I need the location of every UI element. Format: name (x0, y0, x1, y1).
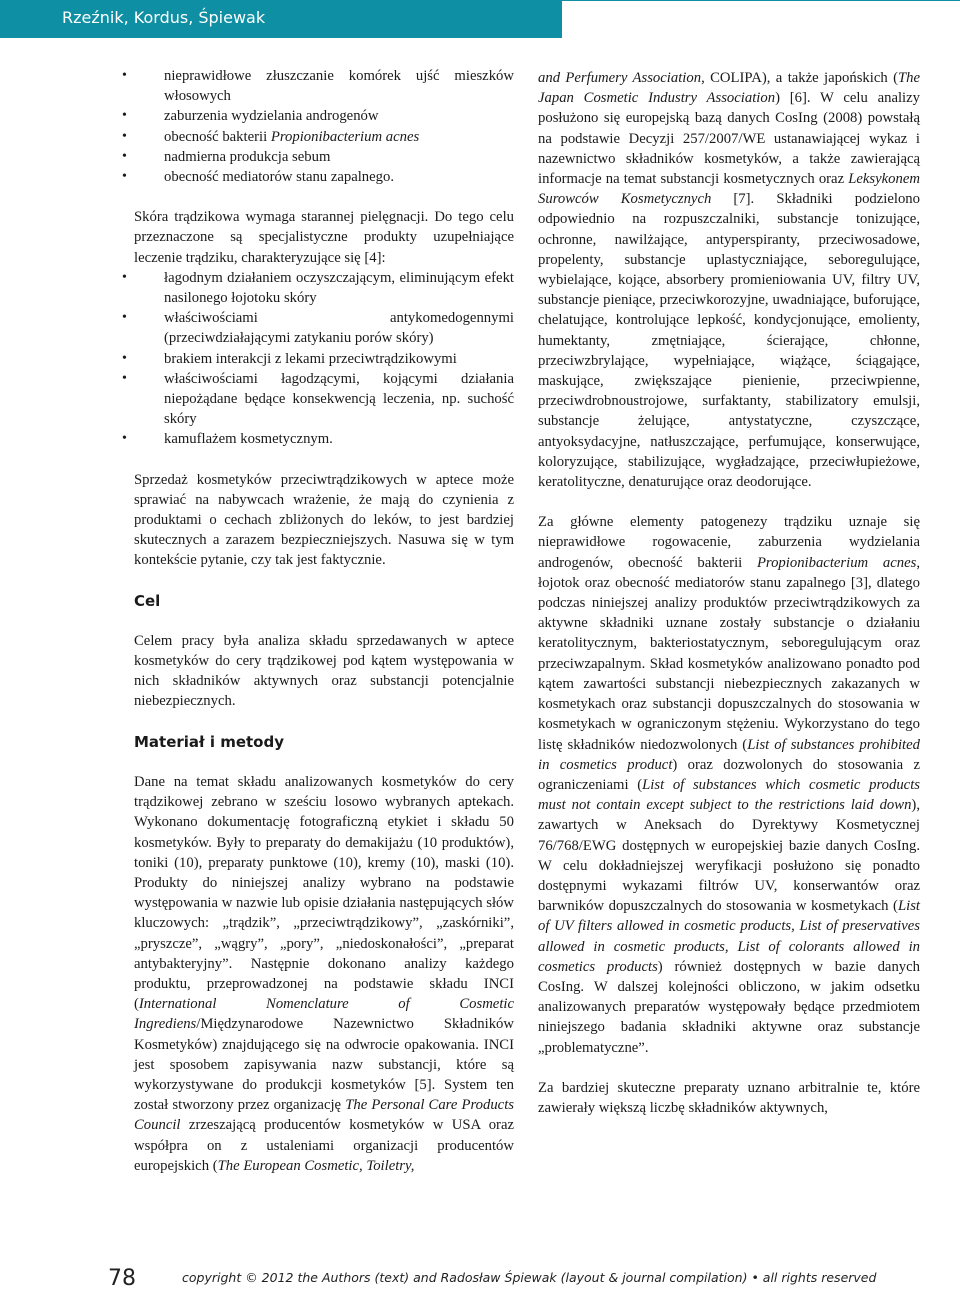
text-run: , COLIPA), a także japońskich ( (701, 70, 898, 86)
text-run: /Międzynarodowe Nazewnictwo Składników Kosmetyków) znajdującego się na odwrocie opakowania. INCI jest sposobem zapisywania nazw substancji, które są wykorzystywane do produkcji kosmetyków [5]. System ten został stworzony przez organizację (134, 1016, 514, 1114)
page-number: 78 (108, 1266, 136, 1291)
list-item: • zaburzenia wydzielania androgenów (134, 106, 514, 126)
list-item-text: obecność bakterii (164, 128, 271, 145)
text-run-italic: List of substances which cosmetic products must not contain except subject to the restrictions laid down (538, 776, 920, 814)
bullet-list-features (134, 268, 514, 450)
text-run: [7]. Składniki podzielono odpowiednio na rozpuszczalniki, substancje tonizujące, ochronne, nawilżające, antyperspiranty, przeciwosadowe, propelenty, substancje uplastyczniające, seboregulujące, wybielające, kojące, absorbery promieniowania UV, filtry UV, substancje pieniące, przeciwkorozyjne, uwadniające, buforujące, chelatujące, kontrolujące lepkość, kondycjonujące, emolienty, humektanty, zmętniające, ścierające, chłonne, przeciwzbrylające, wypełniające, wiążące, ściągające, maskujące, zwiększające pienienie, przeciwpienne, przeciwdrobnoustrojowe, surfaktanty, stabilizatory emulsji, substancje żelujące, antystatyczne, czyszczące, antyoksydacyjne, natłuszczające, perfumujące, konserwujące, koloryzujące, stabilizujące, wygładzające, przeciwłupieżowe, keratolityczne, denaturujące oraz deodorujące. (538, 191, 920, 491)
list-item: • nieprawidłowe złuszczanie komórek ujść mieszków włosowych (134, 66, 514, 106)
left-column (134, 66, 514, 1176)
text-run-italic: Leksykonem Surowców Kosmetycznych (538, 171, 920, 208)
list-item: • nadmierna produkcja sebum (134, 147, 514, 167)
list-item: • brakiem interakcji z lekami przeciwtrądzikowymi (134, 349, 514, 369)
bullet-list-causes (134, 66, 514, 187)
paragraph (538, 512, 920, 1057)
text-run: ) [6]. W celu analizy posłużono się europejską bazą danych CosIng (2008) powstałą na podstawie Decyzji 257/2007/WE ustanawiającej wykaz i nazewnictwo składników kosmetyków, a także zawierającą informacje na temat substancji kosmetycznych oraz (538, 90, 920, 188)
paragraph (134, 772, 514, 1176)
list-item: • kamuflażem kosmetycznym. (134, 429, 514, 449)
text-run: ), zawartych w Aneksach do Dyrektywy Kosmetycznej 76/768/EWG dostępnych w europejskiej bazie danych CosIng. W celu dokładniejszej weryfikacji posłużono się ponadto dostępnymi wykazami filtrów UV, konserwantów oraz barwników dopuszczalnych do stosowania w kosmetykach ( (538, 797, 920, 915)
list-item: • właściwościami antykomedogennymi (przeciwdziałającymi zatykaniu porów skóry) (134, 308, 514, 348)
paragraph: Za bardziej skuteczne preparaty uznano arbitralnie te, które zawierały większą liczbę składników aktywnych, (538, 1079, 920, 1116)
text-run-italic: The European Cosmetic, Toiletry, (217, 1157, 415, 1174)
header-authors: Rzeźnik, Kordus, Śpiewak (62, 8, 266, 27)
text-run: ) również dostępnych w bazie danych CosIng. W dalszej kolejności obliczono, w jakim odsetku analizowanych preparatów występowały będące przedmiotem niniejszego badania składniki aktywne oraz substancje „problematyczne”. (538, 958, 921, 1056)
paragraph: Sprzedaż kosmetyków przeciwtrądzikowych w aptece może sprawiać na nabywcach wrażenie, że mają do czynienia z produktami o cechach zbliżonych do leków, to jest bardziej skutecznych a zarazem bezpieczniejszych. Nasuwa się w tym kontekście pytanie, czy tak jest faktycznie. (134, 471, 514, 569)
paragraph: Celem pracy była analiza składu sprzedawanych w aptece kosmetyków do cery trądzikowej pod kątem występowania w nich składników aktywnych oraz substancji potencjalnie niebezpiecznych. (134, 632, 514, 710)
text-run-italic: International Nomenclature of Cosmetic Ingrediens (134, 996, 514, 1033)
section-heading-methods: Materiał i metody (134, 732, 284, 751)
section-heading-cel: Cel (134, 591, 161, 610)
text-run: ) oraz dozwolonych do stosowania z ograniczeniami ( (538, 756, 920, 793)
list-item: • łagodnym działaniem oczyszczającym, eliminującym efekt nasilonego łojotoku skóry (134, 268, 514, 308)
text-run: zrzeszającą producentów kosmetyków w USA oraz współpra on z ustaleniami organizacji producentów europejskich ( (134, 1117, 514, 1174)
header-rule (562, 0, 960, 1)
text-run-italic: and Perfumery Association (538, 70, 702, 86)
text-run-italic: The Personal Care Products Council (134, 1097, 514, 1134)
text-run-italic: Propionibacterium acnes (756, 554, 917, 571)
list-item: • obecność mediatorów stanu zapalnego. (134, 167, 514, 187)
copyright-notice: copyright © 2012 the Authors (text) and Radosław Śpiewak (layout & journal compilation) • all rights reserved (182, 1270, 877, 1285)
text-run: Za główne elementy patogenezy trądziku uznaje się nieprawidłowe rogowacenie, zaburzenia wydzielania androgenów, obecność bakterii (538, 514, 920, 571)
text-run: , łojotok oraz obecność mediatorów stanu zapalnego [3], dlatego podczas niniejszej analizy produktów przeciwtrądzikowych za aktywne składniki uznane zostały substancje o działaniu keratolitycznym, bakteriostatycznym, seboregulującym oraz przeciwzapalnym. Skład kosmetyków analizowano ponadto pod kątem zawartości substancji niebezpiecznych zakazanych w kosmetykach oraz substancji dopuszczalnych do stosowania w kosmetykach w ograniczonym stężeniu. Wykorzystano do tego listę składników niedozwolonych ( (538, 554, 920, 753)
list-item (134, 127, 514, 147)
list-item: • właściwościami łagodzącymi, kojącymi działania niepożądane będące konsekwencją leczenia, np. suchość skóry (134, 369, 514, 430)
paragraph: Skóra trądzikowa wymaga starannej pielęgnacji. Do tego celu przeznaczone są specjalistyczne produkty uzupełniające leczenie trądziku, charakteryzujące się [4]: (134, 209, 514, 266)
text-run-italic: List of substances prohibited in cosmetics product (538, 736, 920, 773)
header-bar (0, 0, 562, 38)
text-run-italic: The Japan Cosmetic Industry Association (538, 70, 921, 107)
right-column (538, 68, 920, 1118)
text-run: Dane na temat składu analizowanych kosmetyków do cery trądzikowej zebrano w sześciu losowo wybranych aptekach. Wykonano dokumentację fotograficzną etykiet i składu 50 kosmetyków. Były to preparaty do demakijażu (10 produktów), toniki (10), preparaty punktowe (10), kremy (10), maski (10). Produkty do niniejszej analizy wybrano na podstawie występowania w nazwie lub opisie działania następujących słów kluczowych: „trądzik”, „przeciwtrądzikowy”, „zaskórniki”, „pryszcze”, „wągry”, „pory”, „niedoskonałości”, „preparat antybakteryjny”. Następnie dokonano analizy każdego produktu, przeprowadzonej na podstawie składu INCI ( (134, 773, 514, 1013)
paragraph (538, 68, 920, 492)
text-run-italic: List of UV filters allowed in cosmetic products, List of preservatives allowed in cosmetic products, List of colorants allowed in cosmetics products (538, 898, 920, 975)
list-item-italic: Propionibacterium acnes (270, 128, 420, 145)
